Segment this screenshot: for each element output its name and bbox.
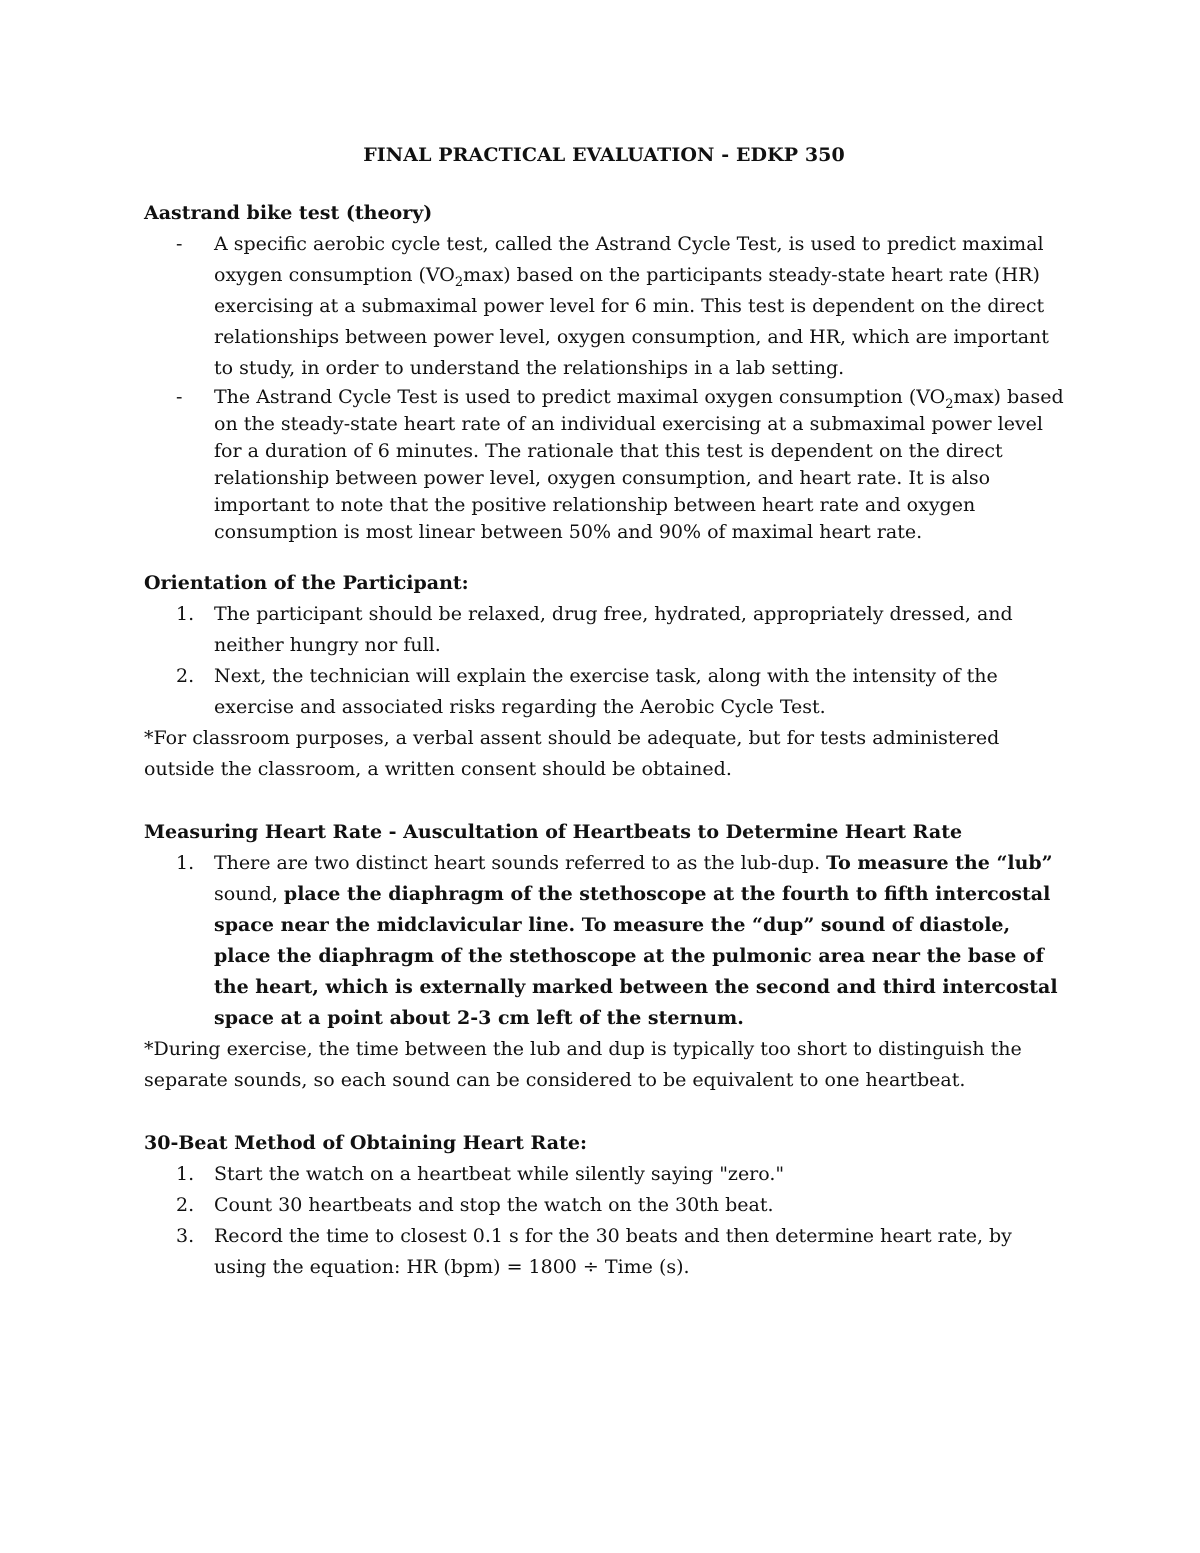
aastrand-heading: Aastrand bike test (theory): [144, 202, 433, 224]
aastrand-bullet-1: [144, 229, 1064, 384]
item-number: 1.: [176, 852, 195, 874]
bullet-1-text-b: max) based on the participants steady-state heart rate (HR) exercising at a submaximal power level for 6 min. This test is dependent on the direct relationships between power level, oxygen consumption, and HR, which are important to study, in order to understand the relationships in a lab setting.: [214, 264, 1049, 379]
bullet-2-text-b: max) based on the steady-state heart rate of an individual exercising at a submaximal power level for a duration of 6 minutes. The rationale that this test is dependent on the direct relationship between power level, oxygen consumption, and heart rate. It is also important to note that the positive relationship between heart rate and oxygen consumption is most linear between 50% and 90% of maximal heart rate.: [214, 386, 1064, 543]
orientation-section: [144, 568, 1064, 785]
beat30-item-1-text: Start the watch on a heartbeat while silently saying "zero.": [214, 1163, 785, 1185]
measuring-item-1: [144, 848, 1064, 1034]
measuring-list: [144, 848, 1064, 1034]
measuring-note: *During exercise, the time between the lub and dup is typically too short to distinguish the separate sounds, so each sound can be considered to be equivalent to one heartbeat.: [144, 1038, 1022, 1091]
orientation-item-2-text: Next, the technician will explain the exercise task, along with the intensity of the exercise and associated risks regarding the Aerobic Cycle Test.: [214, 665, 998, 718]
aastrand-bullet-2: [144, 384, 1064, 546]
item-number: 1.: [176, 1163, 195, 1185]
measuring-section: [144, 817, 1064, 1096]
subscript-2: 2: [945, 396, 954, 412]
measuring-plain-1: There are two distinct heart sounds referred to as the lub-dup.: [214, 852, 827, 874]
item-number: 2.: [176, 665, 195, 687]
aastrand-bullet-list: [144, 229, 1064, 546]
item-number: 3.: [176, 1225, 195, 1247]
bullet-1-text-a: A specific aerobic cycle test, called the Astrand Cycle Test, is used to predict maximal oxygen consumption (VO: [214, 233, 1044, 286]
bullet-2-text-a: The Astrand Cycle Test is used to predict maximal oxygen consumption (VO: [214, 386, 946, 408]
beat30-section: [144, 1128, 1064, 1283]
beat30-item-2: [144, 1190, 1064, 1221]
beat30-item-2-text: Count 30 heartbeats and stop the watch on the 30th beat.: [214, 1194, 774, 1216]
orientation-item-2: [144, 661, 1064, 723]
subscript-2: 2: [454, 274, 464, 290]
measuring-plain-2: sound,: [214, 883, 284, 905]
measuring-bold-2: place the diaphragm of the stethoscope at the fourth to fifth intercostal space near the midclavicular line. To measure the “dup” sound of diastole, place the diaphragm of the stethoscope at the pulmonic area near the base of the heart, which is externally marked between the second and third intercostal space at a point about 2-3 cm left of the sternum.: [214, 883, 1058, 1029]
beat30-item-3-text: Record the time to closest 0.1 s for the 30 beats and then determine heart rate, by using the equation: HR (bpm) = 1800 ÷ Time (s).: [214, 1225, 1012, 1278]
beat30-item-3: [144, 1221, 1064, 1283]
orientation-list: [144, 599, 1064, 723]
measuring-bold-1: To measure the “lub”: [826, 852, 1053, 874]
item-number: 2.: [176, 1194, 195, 1216]
orientation-item-1: [144, 599, 1064, 661]
document-page: [144, 140, 1064, 1283]
measuring-heading: Measuring Heart Rate - Auscultation of Heartbeats to Determine Heart Rate: [144, 821, 963, 843]
orientation-item-1-text: The participant should be relaxed, drug free, hydrated, appropriately dressed, and neither hungry nor full.: [214, 603, 1013, 656]
page-title: FINAL PRACTICAL EVALUATION - EDKP 350: [363, 144, 845, 166]
orientation-heading: Orientation of the Participant:: [144, 572, 469, 594]
item-number: 1.: [176, 603, 195, 625]
beat30-item-1: [144, 1159, 1064, 1190]
aastrand-section: [144, 198, 1064, 546]
beat30-list: [144, 1159, 1064, 1283]
orientation-note: *For classroom purposes, a verbal assent should be adequate, but for tests administered outside the classroom, a written consent should be obtained.: [144, 727, 1000, 780]
beat30-heading: 30-Beat Method of Obtaining Heart Rate:: [144, 1132, 587, 1154]
